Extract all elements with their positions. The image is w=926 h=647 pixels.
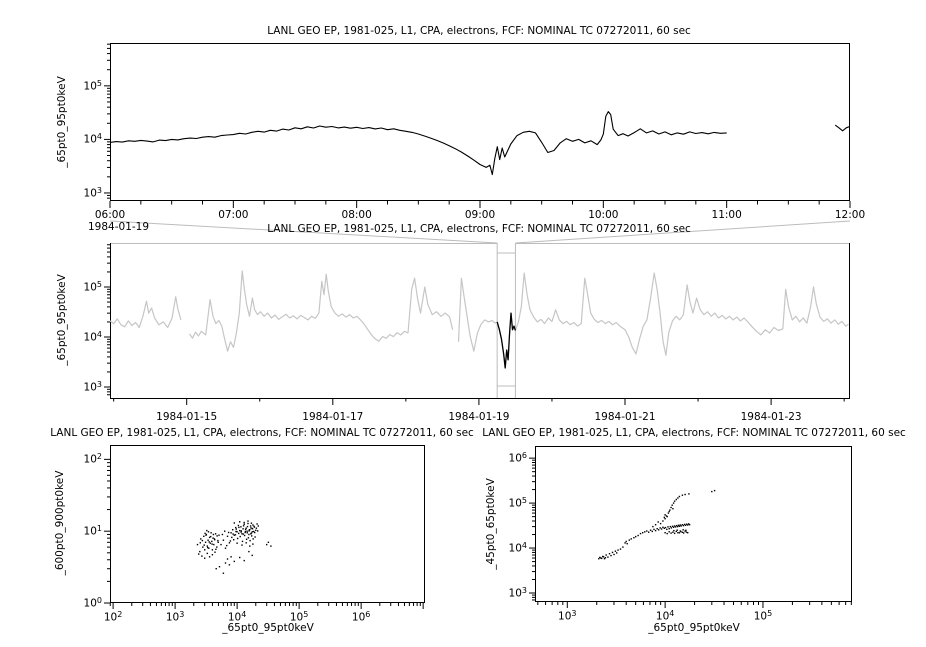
x-tick-label: $10^5$ — [753, 609, 773, 623]
panel-title-scatter-right: LANL GEO EP, 1981-025, L1, CPA, electrons, FCF: NOMINAL TC 07272011, 60 sec — [482, 427, 906, 439]
panel-title-context: LANL GEO EP, 1981-025, L1, CPA, electrons, FCF: NOMINAL TC 07272011, 60 sec — [267, 223, 691, 235]
panel-title-top: LANL GEO EP, 1981-025, L1, CPA, electrons, FCF: NOMINAL TC 07272011, 60 sec — [267, 25, 691, 37]
x-tick-label: $10^2$ — [103, 610, 123, 624]
panel-title-scatter-left: LANL GEO EP, 1981-025, L1, CPA, electrons, FCF: NOMINAL TC 07272011, 60 sec — [50, 427, 474, 439]
y-axis-label-context: _65pt0_95pt0keV — [56, 274, 68, 366]
top-plot-area[interactable] — [110, 43, 850, 201]
x-tick-label: 06:00 — [94, 209, 126, 221]
y-axis-label-scatter-right: _45pt0_65pt0keV — [485, 478, 497, 570]
y-tick-label: $10^0$ — [83, 596, 102, 610]
y-tick-label: $10^3$ — [83, 185, 102, 200]
x-tick-label: $10^4$ — [227, 610, 247, 624]
context-plot-area[interactable] — [110, 243, 850, 398]
context-zoom-box[interactable] — [497, 243, 515, 398]
x-tick-label: 09:00 — [464, 209, 496, 221]
x-tick-label: 12:00 — [834, 209, 866, 221]
y-tick-label: $10^4$ — [83, 132, 102, 146]
x-tick-label: 1984-01-23 — [740, 411, 802, 423]
x-axis-label-scatter-left: _65pt0_95pt0keV — [222, 622, 314, 634]
x-tick-label: 1984-01-15 — [156, 411, 218, 423]
y-tick-label: $10^3$ — [83, 380, 102, 394]
x-tick-label: 1984-01-19 — [448, 411, 510, 423]
y-axis-label-scatter-left: _600pt0_900pt0keV — [54, 470, 66, 576]
x-tick-label: 11:00 — [711, 209, 742, 221]
y-tick-label: $10^2$ — [83, 452, 102, 466]
x-tick-label: 10:00 — [588, 209, 619, 221]
x-tick-label: 1984-01-21 — [594, 411, 656, 423]
y-tick-label: $10^5$ — [83, 78, 102, 93]
x-tick-label: $10^5$ — [289, 610, 309, 624]
y-tick-label: $10^4$ — [83, 330, 102, 344]
y-tick-label: $10^1$ — [83, 524, 102, 538]
x-axis-label-scatter-right: _65pt0_95pt0keV — [648, 622, 740, 634]
x-tick-label: 08:00 — [341, 209, 372, 221]
y-tick-label: $10^6$ — [508, 451, 527, 465]
axis-start-date-label: 1984-01-19 — [88, 221, 150, 233]
x-tick-label: $10^3$ — [165, 610, 185, 624]
y-tick-label: $10^3$ — [508, 586, 527, 600]
x-tick-label: $10^3$ — [558, 609, 577, 623]
scatter-right-plot-area[interactable] — [535, 446, 852, 602]
scatter-left-plot-area[interactable] — [110, 445, 425, 603]
x-tick-label: 07:00 — [218, 209, 249, 221]
y-tick-label: $10^5$ — [508, 496, 527, 510]
x-tick-label: $10^6$ — [351, 610, 371, 624]
x-tick-label: $10^4$ — [655, 609, 675, 623]
x-tick-label: 1984-01-17 — [302, 411, 364, 423]
y-tick-label: $10^4$ — [508, 541, 527, 555]
y-tick-label: $10^5$ — [83, 280, 102, 294]
y-axis-label-top: _65pt0_95pt0keV — [56, 76, 68, 168]
